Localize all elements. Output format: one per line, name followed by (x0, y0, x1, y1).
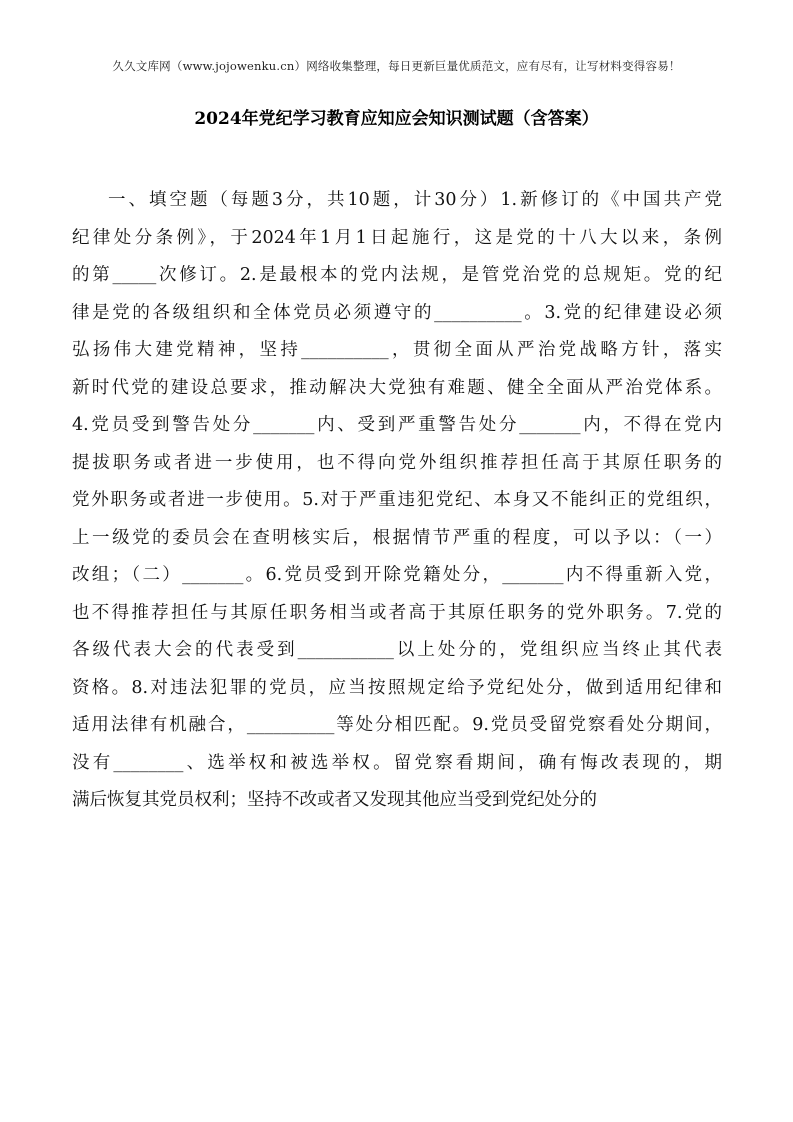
body-line: 纪律处分条例》，于2024年1月1日起施行，这是党的十八大以来，条例 (72, 227, 722, 248)
body-line: 律是党的各级组织和全体党员必须遵守的__________。3.党的纪律建设必须 (72, 302, 722, 323)
document-title: 2024年党纪学习教育应知应会知识测试题（含答案） (194, 109, 599, 129)
body-line: 4.党员受到警告处分_______内、受到严重警告处分_______内，不得在党内 (72, 415, 722, 435)
body-line: 满后恢复其党员权利；坚持不改或者又发现其他应当受到党纪处分的 (72, 790, 597, 810)
body-line: 党外职务或者进一步使用。5.对于严重违犯党纪、本身又不能纠正的党组织， (72, 490, 722, 510)
body-line: 上一级党的委员会在查明核实后，根据情节严重的程度，可以予以：（一） (72, 527, 722, 548)
body-line: 没有________、选举权和被选举权。留党察看期间，确有悔改表现的，期 (72, 752, 722, 773)
body-line: 也不得推荐担任与其原任职务相当或者高于其原任职务的党外职务。7.党的 (72, 602, 722, 623)
body-line: 改组；（二）_______。6.党员受到开除党籍处分，_______内不得重新入党， (72, 565, 722, 585)
body-line: 一、填空题（每题3分，共10题，计30分）1.新修订的《中国共产党 (108, 190, 722, 210)
body-line: 资格。8.对违法犯罪的党员，应当按照规定给予党纪处分，做到适用纪律和 (72, 677, 722, 698)
body-line: 的第_____次修订。2.是最根本的党内法规，是管党治党的总规矩。党的纪 (72, 265, 722, 285)
body-line: 弘扬伟大建党精神，坚持__________，贯彻全面从严治党战略方针，落实 (72, 340, 722, 360)
body-line: 适用法律有机融合，__________等处分相匹配。9.党员受留党察看处分期间， (72, 715, 722, 735)
body-line: 提拔职务或者进一步使用，也不得向党外组织推荐担任高于其原任职务的 (72, 452, 722, 473)
site-header-note: 久久文库网（www.jojowenku.cn）网络收集整理，每日更新巨量优质范文，应有尽有，让写材料变得容易！ (112, 59, 681, 73)
body-line: 各级代表大会的代表受到___________以上处分的，党组织应当终止其代表 (72, 640, 722, 660)
body-line: 新时代党的建设总要求，推动解决大党独有难题、健全全面从严治党体系。 (72, 377, 722, 398)
document-body (72, 182, 722, 820)
